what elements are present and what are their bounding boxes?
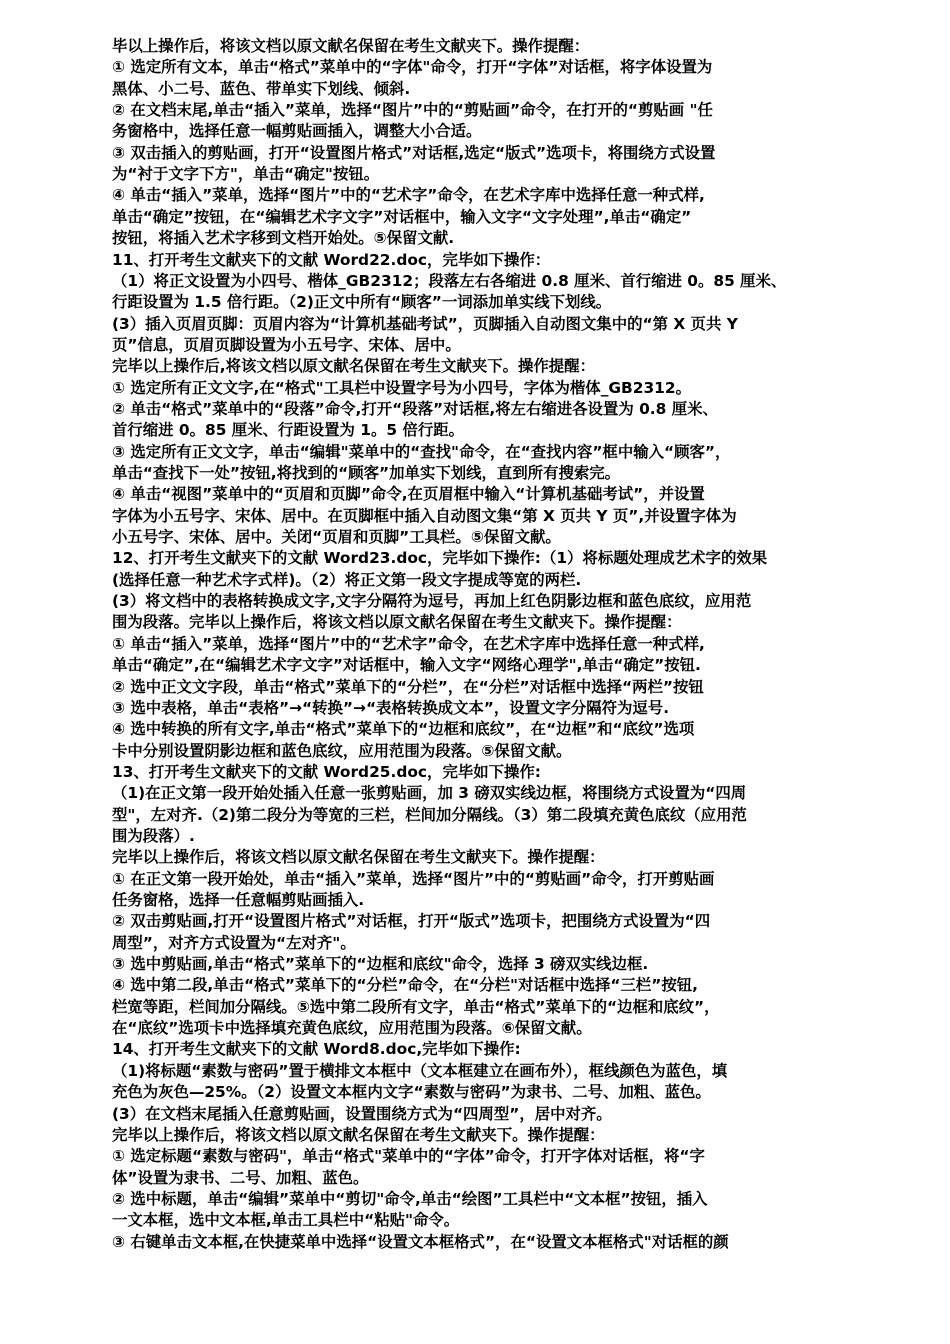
document-line: ② 选中标题，单击“编辑”菜单中“剪切"命令,单击“绘图”工具栏中“文本框”按钮，插入 [112, 1189, 708, 1208]
document-line: ① 单击“插入”菜单，选择“图片”中的“艺术字”命令，在艺术字库中选择任意一种式样, [112, 634, 705, 653]
document-line: ① 选定所有文本，单击“格式”菜单中的“字体"命令，打开“字体”对话框，将字体设置为 [112, 58, 713, 77]
document-line: 完毕以上操作后,将该文档以原文献名保留在考生文献夹下。操作提醒： [112, 357, 595, 376]
document-line: ③ 双击插入的剪贴画，打开“设置图片格式”对话框,选定“版式”选项卡，将围绕方式设置 [112, 143, 716, 162]
document-line: 围为段落）. [112, 826, 195, 845]
document-line: 一文本框，选中文本框,单击工具栏中“粘贴"命令。 [112, 1211, 460, 1230]
document-line: ② 在文档末尾,单击“插入”菜单，选择“图片”中的“剪贴画”命令，在打开的“剪贴画 "任 [112, 101, 713, 120]
document-line: 单击“确定”按钮，在“编辑艺术字文字”对话框中，输入文字“文字处理”,单击“确定” [112, 207, 692, 226]
document-line: 12、打开考生文献夹下的文献 Word23.doc，完毕如下操作:（1）将标题处理成艺术字的效果 [112, 549, 768, 568]
document-line: 单击“确定”,在“编辑艺术字文字”对话框中，输入文字“网络心理学",单击“确定”按钮. [112, 656, 701, 675]
document-line: 按钮，将插入艺术字移到文档开始处。⑤保留文献. [112, 229, 455, 248]
document-line: ① 选定标题“素数与密码"，单击“格式"菜单中的“字体”命令，打开字体对话框，将“字 [112, 1147, 705, 1166]
document-line: 行距设置为 1.5 倍行距。（2)正文中所有“顾客”一词添加单实线下划线。 [112, 293, 612, 312]
document-line: 任务窗格，选择一任意幅剪贴画插入. [112, 891, 365, 909]
document-line: ③ 选中表格，单击“表格”→“转换”→“表格转换成文本”，设置文字分隔符为逗号. [112, 698, 670, 717]
document-line: 小五号字、宋体、居中。关闭“页眉和页脚”工具栏。⑤保留文献。 [112, 528, 561, 547]
document-line: 页”信息，页眉页脚设置为小五号字、宋体、居中。 [112, 335, 461, 354]
document-line: 完毕以上操作后，将该文档以原文献名保留在考生文献夹下。操作提醒： [112, 848, 605, 867]
document-line: （1)在正文第一段开始处插入任意一张剪贴画，加 3 磅双实线边框，将围绕方式设置为“四周 [112, 784, 747, 803]
document-line: 14、打开考生文献夹下的文献 Word8.doc,完毕如下操作: [112, 1040, 521, 1059]
document-line: ④ 单击“视图”菜单中的“页眉和页脚”命令,在页眉框中输入“计算机基础考试”，并设置 [112, 485, 705, 504]
document-line: ④ 选中转换的所有文字,单击“格式”菜单下的“边框和底纹”，在“边框”和“底纹”选项 [112, 720, 695, 739]
document-line: 字体为小五号字、宋体、居中。在页脚框中插入自动图文集“第 X 页共 Y 页”,并设置字体为 [112, 506, 737, 525]
document-line: 体”设置为隶书、二号、加粗、蓝色。 [112, 1168, 369, 1187]
document-line: 单击“查找下一处”按钮,将找到的“顾客”加单实下划线，直到所有搜索完。 [112, 464, 621, 482]
document-line: （1）将正文设置为小四号、楷体_GB2312；段落左右各缩进 0.8 厘米、首行缩进 0。85 厘米、 [112, 271, 787, 290]
document-line: ② 双击剪贴画,打开“设置图片格式”对话框，打开“版式”选项卡，把围绕方式设置为“四 [112, 912, 711, 931]
document-line: ② 选中正文文字段，单击“格式”菜单下的“分栏”，在“分栏”对话框中选择“两栏”按钮 [112, 677, 704, 696]
document-line: (3）在文档末尾插入任意剪贴画，设置围绕方式为“四周型”，居中对齐。 [112, 1104, 612, 1123]
document-line: 黑体、小二号、蓝色、带单实下划线、倾斜. [112, 79, 411, 98]
document-line: 栏宽等距，栏间加分隔线。⑤选中第二段所有文字，单击“格式”菜单下的“边框和底纹”， [112, 997, 720, 1016]
document-line: (3）插入页眉页脚：页眉内容为“计算机基础考试”，页脚插入自动图文集中的“第 X 页共 Y [112, 314, 738, 333]
document-line: 卡中分别设置阴影边框和蓝色底纹，应用范围为段落。⑤保留文献。 [112, 741, 572, 760]
document-line: ① 选定所有正文文字,在“格式"工具栏中设置字号为小四号，字体为楷体_GB2312。 [112, 378, 691, 397]
document-line: 围为段落。完毕以上操作后，将该文档以原文献名保留在考生文献夹下。操作提醒： [112, 613, 682, 632]
document-line: 首行缩进 0。85 厘米、行距设置为 1。5 倍行距。 [112, 421, 465, 440]
document-line: ② 单击“格式”菜单中的“段落”命令,打开“段落”对话框,将左右缩进各设置为 0.8 厘米、 [112, 399, 718, 418]
document-line: 13、打开考生文献夹下的文献 Word25.doc，完毕如下操作: [112, 762, 541, 781]
document-line: (选择任意一种艺术字式样)。（2）将正文第一段文字提成等宽的两栏. [112, 570, 582, 589]
document-line: 毕以上操作后，将该文档以原文献名保留在考生文献夹下。操作提醒： [112, 37, 590, 55]
document-line: 充色为灰色—25%。（2）设置文本框内文字“素数与密码”为隶书、二号、加粗、蓝色。 [112, 1083, 711, 1102]
document-line: ③ 右键单击文本框,在快捷菜单中选择“设置文本框格式”，在“设置文本框格式"对话框的颜 [112, 1232, 729, 1251]
document-line: 为“衬于文字下方"，单击“确定"按钮。 [112, 165, 380, 184]
document-line: （1)将标题“素数与密码”置于横排文本框中（文本框建立在画布外），框线颜色为蓝色，填 [112, 1061, 728, 1080]
document-line: 型"，左对齐.（2)第二段分为等宽的三栏，栏间加分隔线。（3）第二段填充黄色底纹（应用范 [112, 805, 747, 824]
document-line: ③ 选定所有正文文字，单击“编辑"菜单中的“查找"命令，在“查找内容”框中输入“顾客”， [112, 442, 731, 461]
document-line: (3）将文档中的表格转换成文字,文字分隔符为逗号，再加上红色阴影边框和蓝色底纹，应用范 [112, 592, 752, 611]
document-line: ④ 选中第二段,单击“格式”菜单下的“分栏”命令，在“分栏"对话框中选择“三栏”按钮, [112, 976, 699, 995]
document-line: 务窗格中，选择任意一幅剪贴画插入，调整大小合适。 [112, 122, 482, 141]
document-line: 完毕以上操作后，将该文档以原文献名保留在考生文献夹下。操作提醒： [112, 1125, 605, 1144]
document-line: ③ 选中剪贴画,单击“格式”菜单下的“边框和底纹"命令，选择 3 磅双实线边框. [112, 955, 649, 974]
document-line: 周型”，对齐方式设置为“左对齐"。 [112, 933, 356, 952]
document-line: 11、打开考生文献夹下的文献 Word22.doc，完毕如下操作： [112, 250, 551, 269]
document-line: ① 在正文第一段开始处，单击“插入”菜单，选择“图片”中的“剪贴画”命令，打开剪贴画 [112, 869, 715, 888]
document-line: ④ 单击“插入”菜单，选择“图片”中的“艺术字”命令，在艺术字库中选择任意一种式样, [112, 186, 705, 205]
document-line: 在“底纹”选项卡中选择填充黄色底纹，应用范围为段落。⑥保留文献。 [112, 1019, 592, 1038]
